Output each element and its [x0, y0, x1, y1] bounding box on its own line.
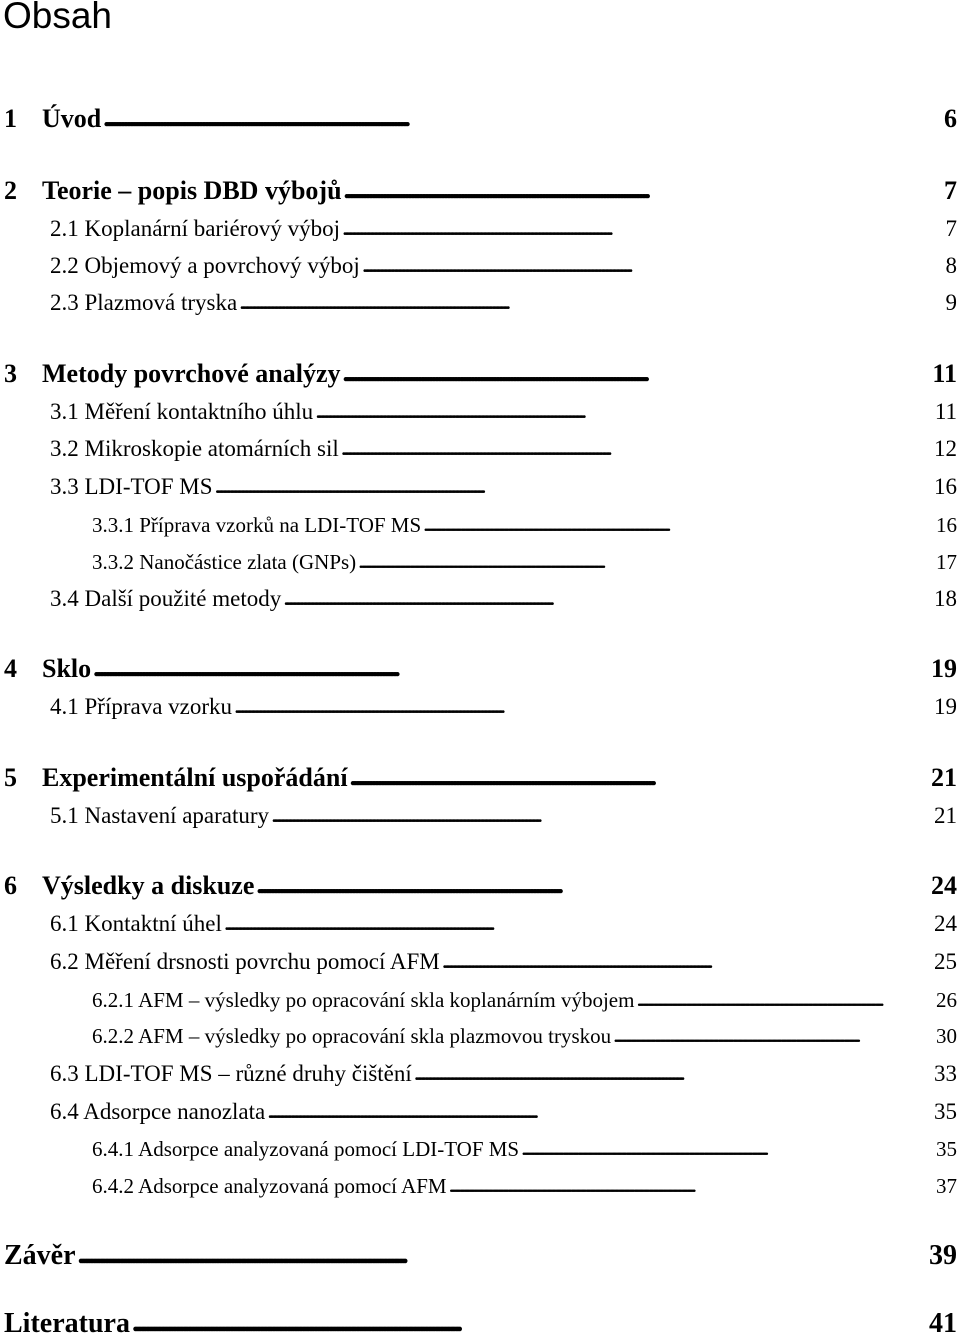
page-title: Obsah: [3, 0, 113, 36]
toc-page-number: 24: [931, 871, 957, 900]
toc-page-number: 19: [931, 654, 957, 683]
toc-page-number: 12: [934, 436, 957, 461]
toc-title: 6.3 LDI-TOF MS – různé druhy čištění: [50, 1061, 412, 1086]
toc-title: 6.4.1 Adsorpce analyzovaná pomocí LDI-TOF MS: [92, 1137, 520, 1161]
toc-entry-chapter-3[interactable]: [4, 358, 957, 390]
toc-entry-chapter-2[interactable]: [4, 175, 957, 207]
toc-title: Sklo: [42, 654, 92, 683]
toc-entry-2-2[interactable]: [50, 251, 957, 281]
toc-entry-6-4-2[interactable]: [92, 1172, 957, 1200]
toc-page-number: 21: [931, 763, 957, 792]
toc-title: 3.2 Mikroskopie atomárních sil: [50, 436, 339, 461]
dot-leader: [442, 950, 930, 972]
toc-title: 4.1 Příprava vzorku: [50, 694, 233, 719]
toc-title: Literatura: [4, 1308, 130, 1339]
toc-title: 3.1 Měření kontaktního úhlu: [50, 399, 314, 424]
toc-title: Výsledky a diskuze: [42, 871, 255, 900]
toc-page-number: 26: [936, 988, 957, 1012]
dot-leader: [636, 990, 932, 1010]
dot-leader: [613, 1026, 932, 1046]
toc-title: 6.2.2 AFM – výsledky po opracování skla plazmovou tryskou: [92, 1024, 612, 1048]
dot-leader: [239, 291, 941, 313]
toc-entry-conclusion[interactable]: [4, 1239, 957, 1273]
dot-leader: [103, 106, 940, 131]
dot-leader: [423, 515, 932, 535]
toc-entry-6-4[interactable]: [50, 1097, 957, 1127]
toc-title: Experimentální uspořádání: [42, 763, 348, 792]
toc-title: 6.4 Adsorpce nanozlata: [50, 1099, 266, 1124]
toc-title: 3.4 Další použité metody: [50, 586, 282, 611]
toc-page-number: 19: [934, 694, 957, 719]
dot-leader: [78, 1242, 925, 1269]
toc-number: 6: [4, 871, 17, 900]
toc-entry-chapter-1[interactable]: [4, 103, 957, 135]
dot-leader: [343, 361, 929, 386]
toc-page-number: 39: [929, 1240, 957, 1271]
toc-title: Teorie – popis DBD výbojů: [42, 176, 342, 205]
toc-page-number: 6: [944, 104, 957, 133]
toc-title: Metody povrchové analýzy: [42, 359, 341, 388]
toc-entry-3-3[interactable]: [50, 472, 957, 502]
toc-entry-6-4-1[interactable]: [92, 1135, 957, 1163]
toc-page-number: 11: [932, 359, 957, 388]
toc-entry-3-3-1[interactable]: [92, 511, 957, 539]
toc-page-number: 30: [936, 1024, 957, 1048]
toc-entry-2-3[interactable]: [50, 288, 957, 318]
toc-page-number: 24: [934, 911, 957, 936]
toc-entry-chapter-4[interactable]: [4, 653, 957, 685]
toc-entry-3-3-2[interactable]: [92, 548, 957, 576]
toc-entry-chapter-5[interactable]: [4, 762, 957, 794]
toc-entry-3-1[interactable]: [50, 397, 957, 427]
toc-page-number: 7: [945, 216, 957, 241]
toc-title: 6.1 Kontaktní úhel: [50, 911, 222, 936]
toc-number: 5: [4, 763, 17, 792]
toc-entry-6-2[interactable]: [50, 947, 957, 977]
toc-title: 5.1 Nastavení aparatury: [50, 803, 270, 828]
toc-number: 4: [4, 654, 17, 683]
dot-leader: [358, 552, 932, 572]
toc-title: 2.2 Objemový a povrchový výboj: [50, 253, 360, 278]
dot-leader: [449, 1176, 932, 1196]
dot-leader: [414, 1062, 930, 1084]
toc-page-number: 11: [934, 399, 957, 424]
toc-page-number: 37: [936, 1174, 957, 1198]
dot-leader: [215, 475, 930, 497]
toc-page-number: 35: [934, 1099, 957, 1124]
toc-number: 3: [4, 359, 17, 388]
toc-title: 3.3.2 Nanočástice zlata (GNPs): [92, 550, 357, 574]
toc-page-number: 17: [936, 550, 957, 574]
toc-page-number: 35: [936, 1137, 957, 1161]
toc-page-number: 21: [934, 803, 957, 828]
dot-leader: [234, 695, 930, 717]
toc-page-number: 8: [945, 253, 957, 278]
toc-entry-6-1[interactable]: [50, 909, 957, 939]
dot-leader: [283, 587, 930, 609]
dot-leader: [350, 765, 927, 790]
toc-number: 1: [4, 104, 17, 133]
toc-page-number: 25: [934, 949, 957, 974]
toc-entry-3-4[interactable]: [50, 584, 957, 614]
toc-page-number: 7: [944, 176, 957, 205]
toc-title: 6.4.2 Adsorpce analyzovaná pomocí AFM: [92, 1174, 447, 1198]
dot-leader: [521, 1139, 932, 1159]
toc-page-number: 41: [929, 1308, 957, 1339]
dot-leader: [267, 1100, 930, 1122]
toc-title: 6.2.1 AFM – výsledky po opracování skla koplanárním výbojem: [92, 988, 635, 1012]
toc-title: Úvod: [42, 104, 102, 133]
toc-title: 6.2 Měření drsnosti povrchu pomocí AFM: [50, 949, 440, 974]
toc-number: 2: [4, 176, 17, 205]
toc-entry-6-2-1[interactable]: [92, 986, 957, 1014]
toc-entry-6-2-2[interactable]: [92, 1022, 957, 1050]
toc-title: 3.3 LDI-TOF MS: [50, 474, 213, 499]
toc-page-number: 18: [934, 586, 957, 611]
dot-leader: [271, 804, 930, 826]
toc-page-number: 33: [934, 1061, 957, 1086]
toc-title: 3.3.1 Příprava vzorků na LDI-TOF MS: [92, 513, 422, 537]
dot-leader: [132, 1310, 925, 1337]
dot-leader: [341, 437, 930, 459]
toc-title: 2.1 Koplanární bariérový výboj: [50, 216, 340, 241]
toc-entry-5-1[interactable]: [50, 801, 957, 831]
toc-title: Závěr: [4, 1240, 76, 1271]
dot-leader: [342, 217, 942, 239]
toc-entry-4-1[interactable]: [50, 692, 957, 722]
toc-entry-2-1[interactable]: [50, 214, 957, 244]
toc-page-number: 16: [936, 513, 957, 537]
toc-entry-3-2[interactable]: [50, 434, 957, 464]
toc-entry-chapter-6[interactable]: [4, 870, 957, 902]
toc-title: 2.3 Plazmová tryska: [50, 290, 238, 315]
dot-leader: [93, 656, 927, 681]
dot-leader: [256, 873, 927, 898]
toc-page-number: 9: [945, 290, 957, 315]
toc-page-number: 16: [934, 474, 957, 499]
dot-leader: [362, 254, 942, 276]
toc-entry-references[interactable]: [4, 1307, 957, 1341]
toc-entry-6-3[interactable]: [50, 1059, 957, 1089]
dot-leader: [224, 912, 930, 934]
dot-leader: [315, 400, 931, 422]
dot-leader: [344, 178, 940, 203]
